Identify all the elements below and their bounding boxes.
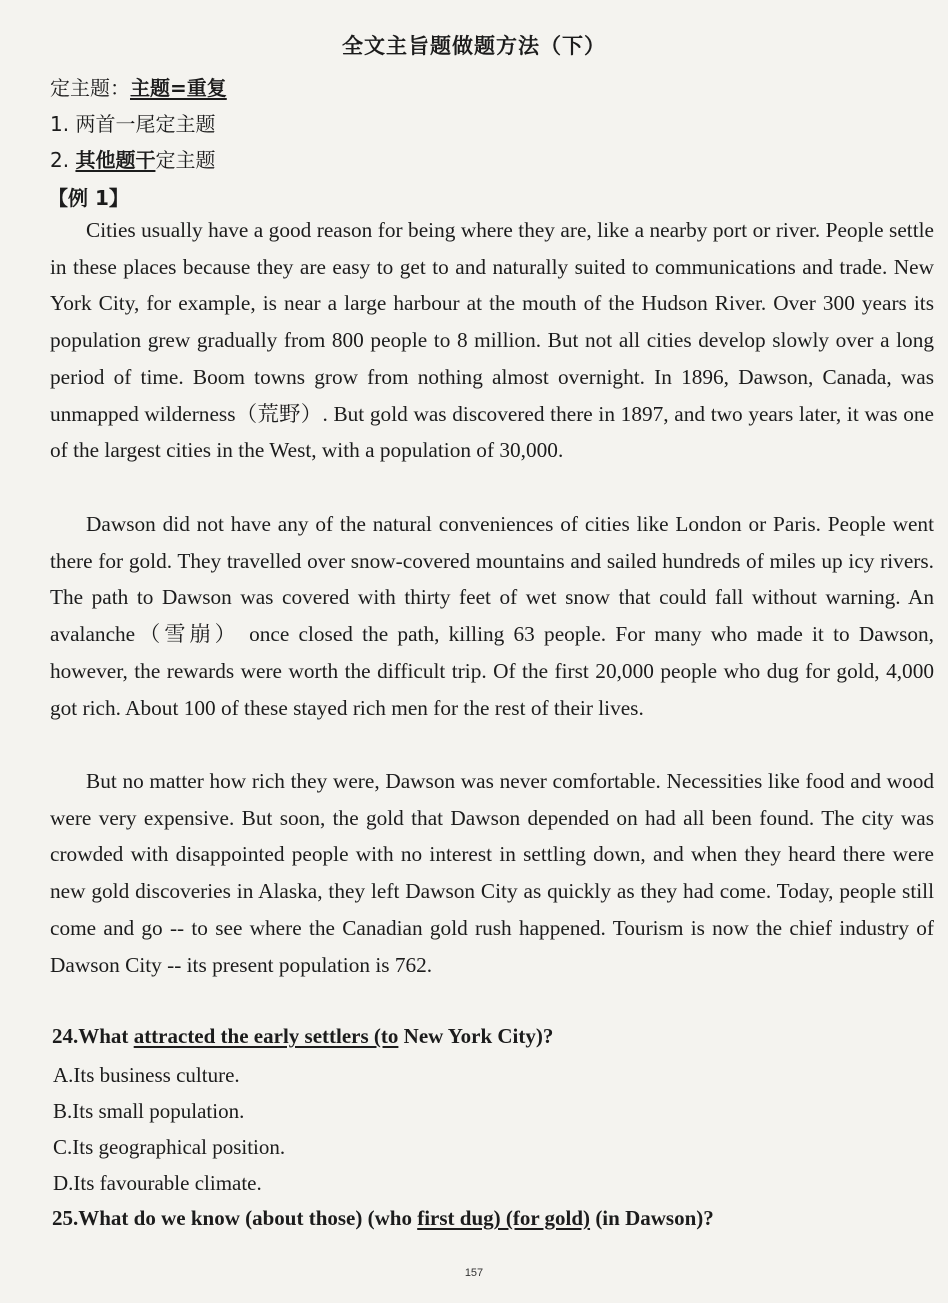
example-label: 【例 1】 bbox=[48, 186, 129, 210]
question-24-option-a: A.Its business culture. bbox=[53, 1063, 240, 1087]
page-title: 全文主旨题做题方法（下） bbox=[342, 34, 606, 58]
page-number: 157 bbox=[464, 1267, 484, 1279]
method-step-2-rest: 定主题 bbox=[155, 148, 216, 172]
question-24-suffix: New York City)? bbox=[398, 1024, 554, 1048]
method-step-2 bbox=[50, 144, 215, 173]
passage-paragraph-1: Cities usually have a good reason for being where they are, like a nearby port or river. People settle in these places because they are easy to get to and naturally suited to communications and trade. New York City, for example, is near a large harbour at the mouth of the Hudson River. Over 300 years its population grew gradually from 800 people to 8 million. But not all cities develop slowly over a long period of time. Boom towns grow from nothing almost overnight. In 1896, Dawson, Canada, was unmapped wilderness（荒野）. But gold was discovered there in 1897, and two years later, it was one of the largest cities in the West, with a population of 30,000. bbox=[50, 218, 934, 463]
question-25 bbox=[52, 1206, 714, 1231]
method-line bbox=[50, 72, 227, 101]
method-step-1: 1. 两首一尾定主题 bbox=[50, 112, 216, 136]
question-24-option-c: C.Its geographical position. bbox=[53, 1135, 286, 1159]
question-25-emphasis: first dug) (for gold) bbox=[417, 1206, 591, 1230]
question-24 bbox=[52, 1024, 553, 1049]
method-step-2-number: 2. bbox=[50, 148, 76, 172]
method-formula: 主题=重复 bbox=[130, 76, 227, 100]
passage-paragraph-2: Dawson did not have any of the natural conveniences of cities like London or Paris. People went there for gold. They travelled over snow-covered mountains and sailed hundreds of miles up icy rivers. The path to Dawson was covered with thirty feet of wet snow that could fall without warning. An avalanche（雪崩） once closed the path, killing 63 people. For many who made it to Dawson, however, the rewards were worth the difficult trip. Of the first 20,000 people who dug for gold, 4,000 got rich. About 100 of these stayed rich men for the rest of their lives. bbox=[50, 512, 934, 720]
question-24-prefix: 24.What bbox=[52, 1024, 134, 1048]
method-label: 定主题： bbox=[50, 76, 130, 100]
method-step-2-emphasis: 其他题干 bbox=[75, 148, 156, 172]
question-25-prefix: 25.What do we know (about those) (who bbox=[52, 1206, 418, 1230]
question-24-emphasis: attracted the early settlers (to bbox=[133, 1024, 399, 1048]
question-25-suffix: (in Dawson)? bbox=[590, 1206, 714, 1230]
passage-paragraph-3: But no matter how rich they were, Dawson was never comfortable. Necessities like food and wood were very expensive. But soon, the gold that Dawson depended on had all been found. The city was crowded with disappointed people with no interest in settling down, and when they heard there were new gold discoveries in Alaska, they left Dawson City as quickly as they had come. Today, people still come and go -- to see where the Canadian gold rush happened. Tourism is now the chief industry of Dawson City -- its present population is 762. bbox=[50, 769, 934, 977]
question-24-option-d: D.Its favourable climate. bbox=[53, 1171, 262, 1195]
question-24-option-b: B.Its small population. bbox=[53, 1099, 245, 1123]
